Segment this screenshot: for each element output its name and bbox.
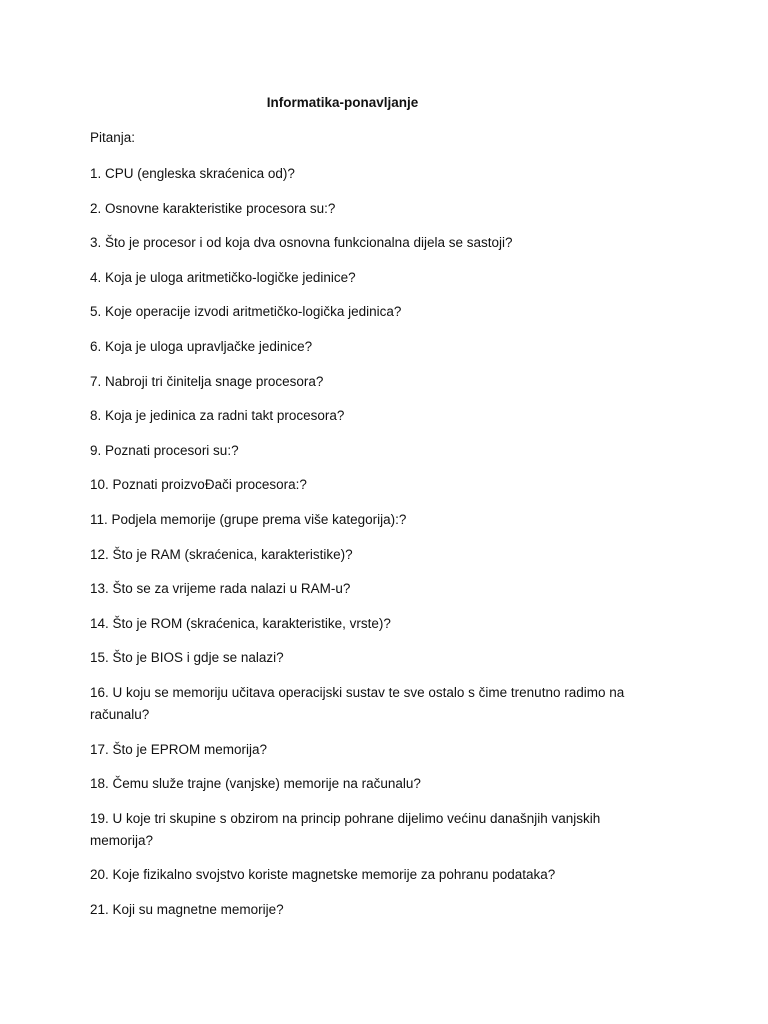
question-item: 15. Što je BIOS i gdje se nalazi?	[90, 650, 284, 666]
question-item: 18. Čemu služe trajne (vanjske) memorije na računalu?	[90, 776, 421, 792]
document-title: Informatika-ponavljanje	[266, 95, 419, 110]
question-item: 6. Koja je uloga upravljačke jedinice?	[90, 338, 313, 354]
question-item: 14. Što je ROM (skraćenica, karakteristike, vrste)?	[90, 615, 391, 631]
question-item: 3. Što je procesor i od koja dva osnovna funkcionalna dijela se sastoji?	[90, 235, 513, 251]
question-item: 16. U koju se memoriju učitava operacijski sustav te sve ostalo s čime trenutno radimo na računalu?	[90, 684, 625, 722]
question-item: 1. CPU (engleska skraćenica od)?	[90, 166, 295, 181]
questions-heading: Pitanja:	[90, 130, 136, 145]
question-item: 13. Što se za vrijeme rada nalazi u RAM-u?	[90, 581, 351, 597]
question-item: 12. Što je RAM (skraćenica, karakteristike)?	[90, 546, 353, 562]
question-item: 7. Nabroji tri činitelja snage procesora?	[90, 373, 324, 389]
question-item: 17. Što je EPROM memorija?	[90, 741, 268, 757]
question-item: 5. Koje operacije izvodi aritmetičko-logička jedinica?	[90, 304, 402, 320]
question-item: 2. Osnovne karakteristike procesora su:?	[90, 200, 336, 216]
question-item: 19. U koje tri skupine s obzirom na princip pohrane dijelimo većinu današnjih vanjskih memorija?	[90, 810, 601, 848]
question-item: 8. Koja je jedinica za radni takt procesora?	[90, 408, 345, 424]
question-item: 21. Koji su magnetne memorije?	[90, 901, 284, 917]
question-item: 10. Poznati proizvoĐači procesora:?	[90, 477, 307, 493]
question-item: 11. Podjela memorije (grupe prema više kategorija):?	[90, 511, 407, 527]
question-list	[90, 163, 650, 933]
question-item: 4. Koja je uloga aritmetičko-logičke jedinice?	[90, 269, 356, 285]
question-item: 20. Koje fizikalno svojstvo koriste magnetske memorije za pohranu podataka?	[90, 867, 556, 883]
question-item: 9. Poznati procesori su:?	[90, 442, 239, 458]
